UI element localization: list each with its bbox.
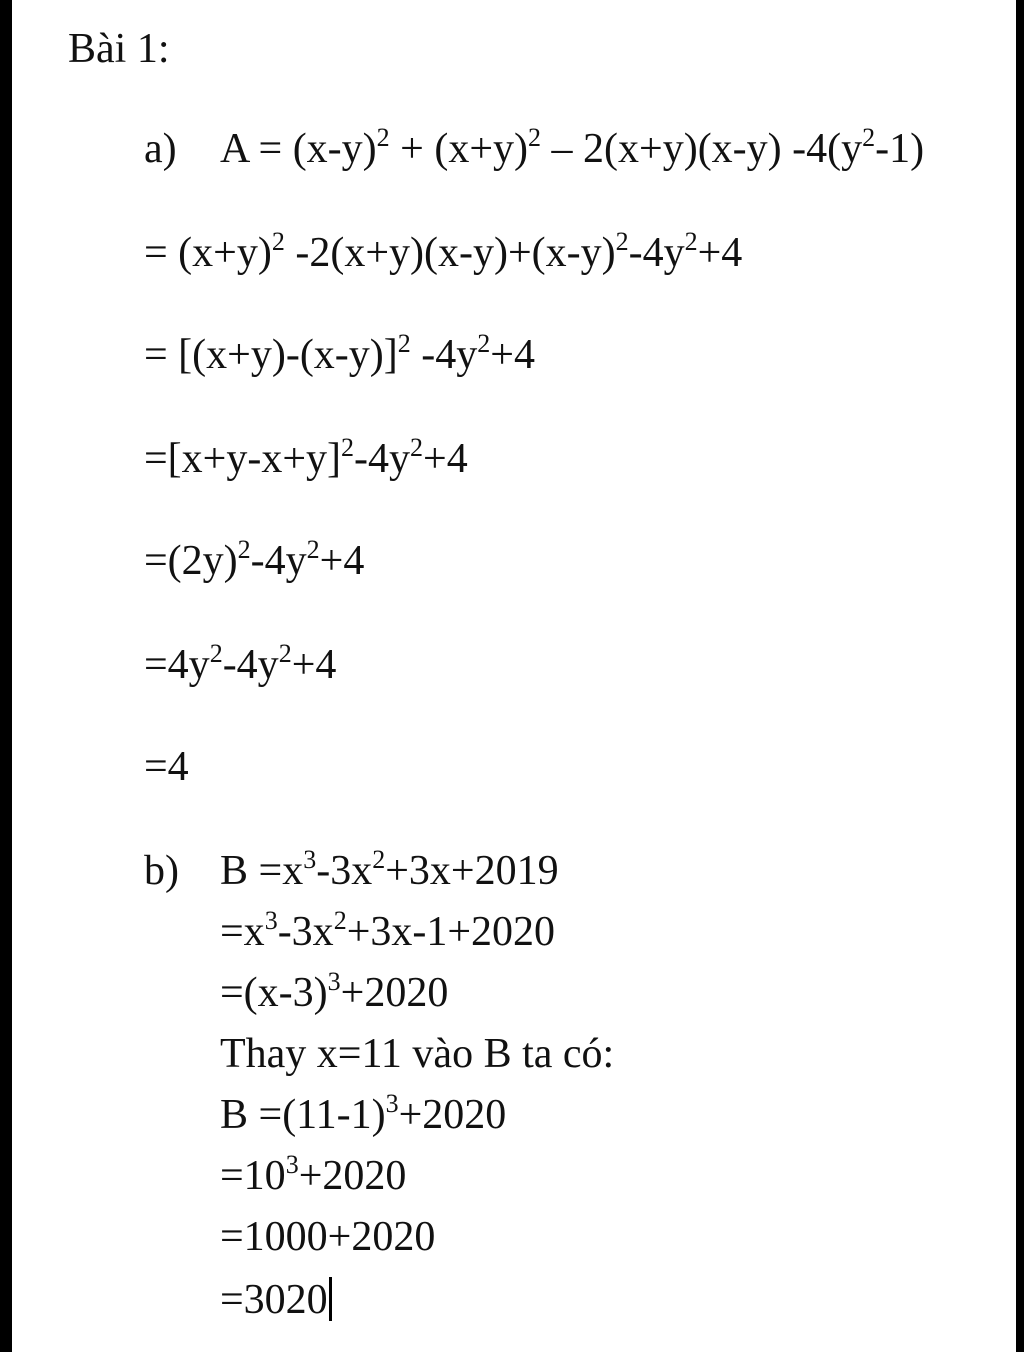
- part-a-marker: a): [144, 126, 177, 172]
- superscript: 2: [372, 845, 386, 874]
- superscript: 2: [410, 433, 424, 462]
- superscript: 2: [376, 123, 390, 152]
- part-a-line-6: $=4y^2-4y^2+4$: [144, 639, 337, 688]
- part-a-line-2: = $(x+y)^2$ $-2(x+y)(x-y)+(x-y)^2-4y^2+4$: [144, 227, 743, 276]
- part-a-line-1: $A = (x-y)^2 + (x+y)^2 - 2(x+y)(x-y)$ $-4(y^2-1)$: [220, 123, 925, 172]
- part-a-line-5: $=(2y)^2-4y^2+4$: [144, 535, 365, 584]
- part-b-line-6: $=10^3+2020$: [220, 1150, 407, 1199]
- superscript: 3: [285, 1150, 299, 1179]
- part-b-line-2: $=x^3-3x^2+3x-1+2020$: [220, 906, 556, 955]
- superscript: 2: [615, 227, 629, 256]
- superscript: 2: [278, 639, 292, 668]
- superscript: 2: [397, 329, 411, 358]
- part-b-marker: b): [144, 848, 179, 894]
- part-b-line-8: =3020: [220, 1277, 332, 1321]
- superscript: 2: [528, 123, 542, 152]
- part-b-line-1: $B =x^3-3x^2+3x+2019$: [220, 845, 559, 894]
- part-b-line-5: $B =(11-1)^3+2020$: [220, 1089, 507, 1138]
- part-b-line-4: Thay x=11 vào B ta có:: [220, 1031, 615, 1077]
- superscript: 2: [684, 227, 698, 256]
- superscript: 2: [862, 123, 876, 152]
- text-cursor: [329, 1277, 332, 1321]
- superscript: 3: [385, 1089, 399, 1118]
- exercise-heading: Bài 1:: [68, 26, 170, 72]
- part-a-line-4: $=[x+y-x+y]^2-4y^2+4$: [144, 433, 468, 482]
- superscript: 2: [306, 535, 320, 564]
- superscript: 3: [264, 906, 278, 935]
- document-page: [12, 0, 1016, 1352]
- superscript: 2: [237, 535, 251, 564]
- superscript: 2: [341, 433, 355, 462]
- part-a-line-3: = $[(x+y)-(x-y)]^2$ $-4y^2+4$: [144, 329, 535, 378]
- superscript: 2: [209, 639, 223, 668]
- part-b-line-7: =1000+2020: [220, 1214, 436, 1260]
- part-b-line-3: $=(x-3)^3+2020$: [220, 967, 449, 1016]
- superscript: 2: [333, 906, 347, 935]
- superscript: 2: [271, 227, 285, 256]
- part-a-line-7: =4: [144, 744, 189, 790]
- superscript: 3: [303, 845, 317, 874]
- superscript: 2: [477, 329, 491, 358]
- superscript: 3: [327, 967, 341, 996]
